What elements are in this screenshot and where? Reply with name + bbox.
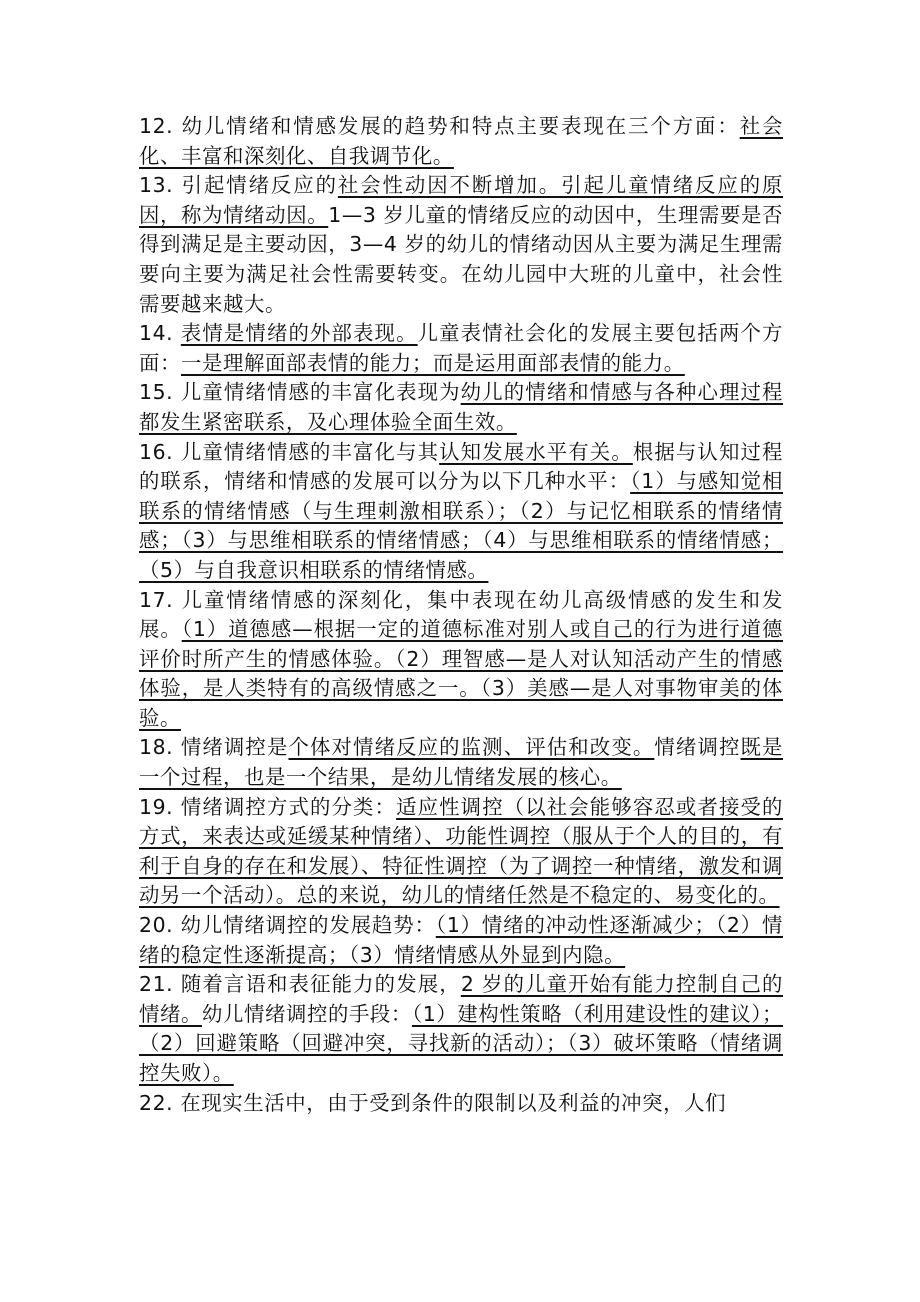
underlined-text: 2 岁的儿童开始有能力控制自己的情绪。 [139, 972, 783, 1026]
underlined-text: 既是一个过程，也是一个结果，是幼儿情绪发展的核心。 [139, 735, 784, 790]
underlined-text: 个体对情绪反应的监测、评估和改变。 [288, 735, 655, 760]
underlined-text: 适应性调控（以社会能够容忍或者接受的方式，来表达或延缓某种情绪）、功能性调控（服从于个人的目的，有利于自身的存在和发展）、特征性调控（为了调控一种情绪，激发和调动另一个活动）。总的来说，幼儿的情绪任然是不稳定的、易变化的。 [139, 794, 783, 908]
underlined-text: （1）道德感—根据一定的道德标准对别人或自己的行为进行道德评价时所产生的情感体验。（2）理智感—是人对认知活动产生的情感体验，是人类特有的高级情感之一。（3）美感—是人对事物审美的体验。 [139, 617, 784, 730]
paragraph-text: 21. 随着言语和表征能力的发展， [139, 972, 461, 997]
paragraph-20 [139, 911, 783, 970]
paragraph-19 [139, 793, 783, 911]
paragraph-text: 17. 儿童情绪情感的深刻化，集中表现在幼儿高级情感的发生和发展。 [139, 587, 783, 642]
paragraph-text: 1—3 岁儿童的情绪反应的动因中，生理需要是否得到满足是主要动因，3—4 岁的幼儿的情绪动因从主要为满足生理需要向主要为满足社会性需要转变。在幼儿园中大班的儿童中，社会性需要越来越大。 [139, 202, 783, 316]
underlined-text: 表情是情绪的外部表现。 [180, 321, 418, 346]
paragraph-14 [139, 319, 783, 378]
paragraph-text: 12. 幼儿情绪和情感发展的趋势和特点主要表现在三个方面： [139, 114, 740, 138]
underlined-text: 幼儿的情绪和情感与各种心理过程都发生紧密联系，及心理体验全面生效。 [139, 380, 784, 434]
underlined-text: 认知发展水平有关。 [439, 439, 633, 464]
underlined-text: （1）与感知觉相联系的情绪情感（与生理刺激相联系）；（2）与记忆相联系的情绪情感；（3）与思维相联系的情绪情感；（4）与思维相联系的情绪情感；（5）与自我意识相联系的情绪情感。 [139, 469, 783, 582]
paragraph-13 [139, 171, 783, 319]
paragraph-21 [139, 970, 783, 1088]
underlined-text: 社会化、丰富和深刻化、自我调节化。 [139, 114, 783, 168]
paragraph-16 [139, 438, 783, 586]
paragraph-text: 20. 幼儿情绪调控的发展趋势： [139, 913, 436, 938]
paragraph-18 [139, 733, 783, 792]
paragraph-15 [139, 378, 783, 437]
underlined-text: （1）建构性策略（利用建设性的建议）；（2）回避策略（回避冲突，寻找新的活动）；（3）破坏策略（情绪调控失败）。 [139, 1001, 783, 1085]
paragraph-12 [139, 112, 783, 171]
underlined-text: 一是理解面部表情的能力；而是运用面部表情的能力。 [180, 350, 685, 375]
paragraph-text: 情绪调控 [654, 735, 741, 760]
paragraph-text: 22. 在现实生活中，由于受到条件的限制以及利益的冲突，人们 [139, 1090, 727, 1115]
paragraph-text: 儿童表情社会化的发展主要包括两个方面： [139, 321, 783, 375]
paragraph-text: 13. 引起情绪反应的 [139, 173, 338, 198]
paragraph-text: 15. 儿童情绪情感的丰富化表现为 [139, 380, 461, 405]
paragraph-text: 幼儿情绪调控的手段： [201, 1001, 412, 1026]
paragraph-text: 根据与认知过程的联系，情绪和情感的发展可以分为以下几种水平： [139, 439, 783, 494]
paragraph-text: 19. 情绪调控方式的分类： [139, 794, 397, 819]
paragraph-text: 14. [139, 321, 181, 346]
paragraph-17 [139, 586, 783, 734]
document-page [139, 112, 783, 1118]
paragraph-22 [139, 1089, 783, 1119]
underlined-text: 社会性动因不断增加。引起儿童情绪反应的原因，称为情绪动因。 [139, 173, 784, 227]
paragraph-text: 16. 儿童情绪情感的丰富化与其 [139, 439, 440, 464]
underlined-text: （1）情绪的冲动性逐渐减少；（2）情绪的稳定性逐渐提高；（3）情绪情感从外显到内隐。 [139, 913, 783, 967]
paragraph-text: 18. 情绪调控是 [139, 735, 289, 760]
